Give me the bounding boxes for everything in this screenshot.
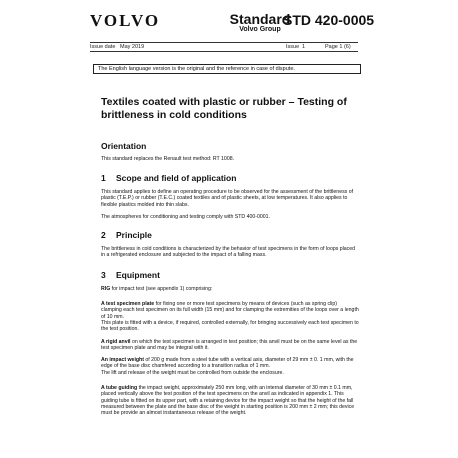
anvil-text: on which the test specimen is arranged in test position; this anvil must be on the same level as the test specimen plate and may be integral with it. — [101, 339, 358, 352]
volvo-logo: VOLVO — [90, 11, 161, 30]
anvil-term: A rigid anvil — [101, 339, 131, 345]
page-number: Page 1 (6) — [325, 44, 351, 50]
document-title: Textiles coated with plastic or rubber – Testing of brittleness in cold conditions — [101, 96, 347, 121]
rig-term: RIG — [101, 286, 111, 292]
equipment-heading — [101, 270, 160, 280]
rig-text: for impact test (see appendix 1) comprising: — [110, 286, 213, 292]
issue-label: Issue — [286, 44, 300, 50]
section-title: Equipment — [116, 270, 160, 280]
group-label: Volvo Group — [239, 26, 281, 33]
issue-date-label: Issue date — [90, 44, 116, 50]
plate-term: A test specimen plate — [101, 301, 155, 307]
orientation-text: This standard replaces the Renault test method: RT 1008. — [101, 156, 235, 162]
scope-heading — [101, 173, 236, 183]
language-notice: The English language version is the original and the reference in case of dispute. — [93, 64, 361, 74]
standard-number: STD 420-0005 — [283, 12, 375, 28]
section-title: Principle — [116, 230, 152, 240]
weight-paragraph-2: The lift and release of the weight must be controlled from outside the enclosure. — [101, 370, 284, 376]
standard-label: Standard — [229, 11, 291, 27]
tube-text: the impact weight, approximately 250 mm long, with an internal diameter of 30 mm ± 0.1 mm, placed vertically above the test position of the test specimens on the anvil as indicated in appendix 1. This guiding tube is fitted on its upper part, with a retaining device for the impact weight so that the height of the fall measured between the plate and the base disc of the weight in starting position is 200 mm ± 2 mm; this device must be provide an almost instantaneous release of the weight. — [101, 385, 355, 417]
meta-divider — [90, 51, 358, 52]
weight-text: of 200 g made from a steel tube with a vertical axis, diameter of 29 mm ± 0. 1 mm, with the edge of the base disc chamfered according to a transition radius of 1 mm. — [101, 357, 354, 370]
section-number: 1 — [101, 173, 106, 183]
scope-paragraph-2: The atmospheres for conditioning and testing comply with STD 400-0001. — [101, 214, 270, 220]
anvil-paragraph — [101, 339, 359, 352]
issue-date: May 2019 — [120, 44, 145, 50]
section-number: 2 — [101, 230, 106, 240]
orientation-heading: Orientation — [101, 141, 147, 151]
principle-text: The brittleness in cold conditions is characterized by the behavior of test specimens in the form of loops placed in a refrigerated enclosure and subjected to the impact of a falling mass. — [101, 246, 356, 259]
section-title: Scope and field of application — [116, 173, 237, 183]
plate-paragraph-2: This plate is fitted with a device, if required, controlled externally, for bringing successively each test specimen to the test position. — [101, 320, 359, 333]
tube-paragraph — [101, 385, 359, 416]
rig-paragraph — [101, 286, 359, 292]
plate-text: for fixing one or more test specimens by means of devices (such as spring clip) clamping each test specimen on its full width (15 mm) and for clamping the extremities of the loops over a length of 10 mm. — [101, 301, 359, 320]
weight-term: An impact weight — [101, 357, 144, 363]
plate-paragraph — [101, 301, 359, 320]
weight-paragraph — [101, 357, 359, 370]
issue-number: 1 — [302, 44, 306, 50]
section-number: 3 — [101, 270, 106, 280]
header-divider — [90, 42, 358, 43]
principle-heading — [101, 230, 152, 240]
tube-term: A tube guiding — [101, 385, 138, 391]
scope-paragraph-1: This standard applies to define an operating procedure to be observed for the assessment of the brittleness of plastic (T.E.P.) or rubber (T.E.C.) coated textiles and of plastic sheets, at low temperatures. It also applies to flexible plastics molded into thin slabs. — [101, 189, 354, 208]
